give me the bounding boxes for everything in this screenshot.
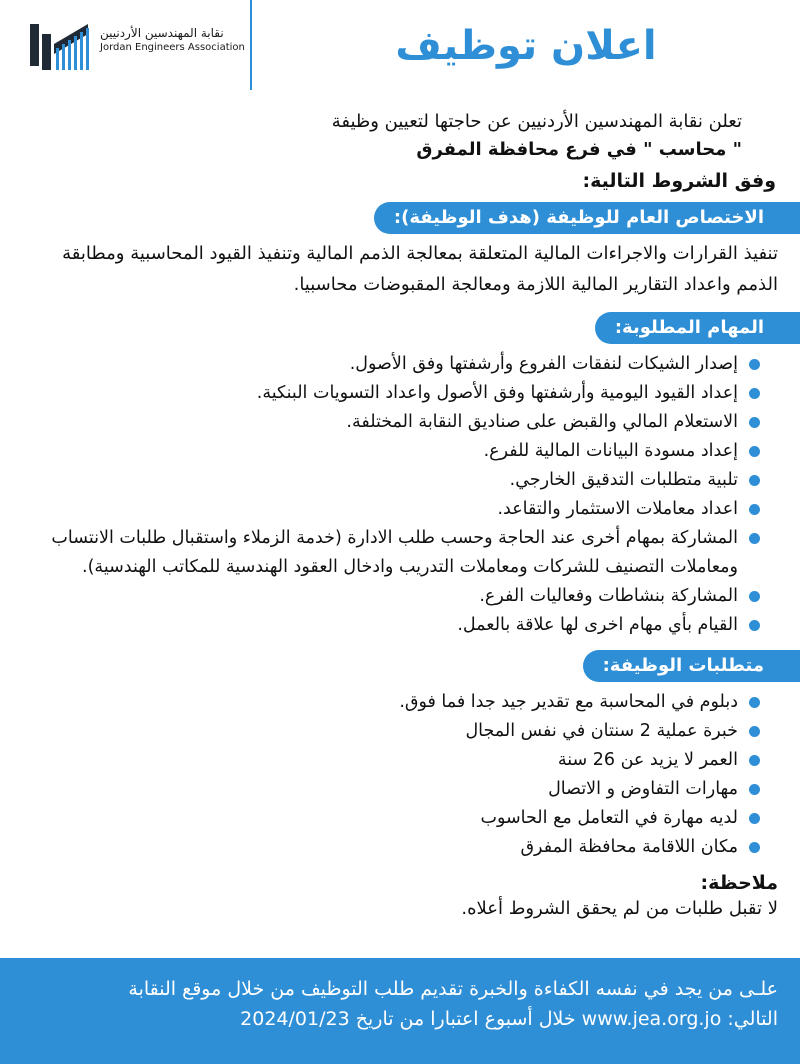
section-heading-tasks: المهام المطلوبة: xyxy=(595,312,800,344)
list-item: العمر لا يزيد عن 26 سنة xyxy=(22,746,760,775)
note-text: لا تقبل طلبات من لم يحقق الشروط أعلاه. xyxy=(461,898,778,919)
logo-english-name: Jordan Engineers Association xyxy=(100,42,245,53)
header xyxy=(0,0,800,92)
list-item: إصدار الشيكات لنفقات الفروع وأرشفتها وفق الأصول. xyxy=(22,350,760,379)
list-item: المشاركة بنشاطات وفعاليات الفرع. xyxy=(22,582,760,611)
bullet-icon xyxy=(749,591,760,602)
list-item: مكان اللاقامة محافظة المفرق xyxy=(22,833,760,862)
bullet-icon xyxy=(749,388,760,399)
bullet-icon xyxy=(749,620,760,631)
conditions-heading: وفق الشروط التالية: xyxy=(582,170,776,192)
bullet-icon xyxy=(749,359,760,370)
list-item: المشاركة بمهام أخرى عند الحاجة وحسب طلب الادارة (خدمة الزملاء واستقبال طلبات الانتساب ومعاملات التصنيف للشركات ومعاملات التدريب وادخال العقود الهندسية للمكاتب الهندسية). xyxy=(22,524,760,582)
bullet-icon xyxy=(749,813,760,824)
bullet-icon xyxy=(749,475,760,486)
section-heading-job-purpose: الاختصاص العام للوظيفة (هدف الوظيفة): xyxy=(374,202,800,234)
section-heading-requirements: متطلبات الوظيفة: xyxy=(583,650,800,682)
bullet-icon xyxy=(749,446,760,457)
tasks-list xyxy=(22,350,778,640)
bullet-icon xyxy=(749,784,760,795)
logo-text xyxy=(100,26,250,53)
job-purpose-text: تنفيذ القرارات والاجراءات المالية المتعلقة بمعالجة الذمم المالية وتنفيذ القيود المحاسبية ومطابقة الذمم واعداد التقارير المالية اللازمة ومعالجة المقبوضات محاسبيا. xyxy=(62,243,778,295)
list-item: الاستعلام المالي والقبض على صناديق النقابة المختلفة. xyxy=(22,408,760,437)
list-item: لديه مهارة في التعامل مع الحاسوب xyxy=(22,804,760,833)
list-item: اعداد معاملات الاستثمار والتقاعد. xyxy=(22,495,760,524)
job-title-line: " محاسب " في فرع محافظة المفرق xyxy=(416,139,742,160)
bullet-icon xyxy=(749,755,760,766)
bullet-icon xyxy=(749,504,760,515)
page-title: اعلان توظيف xyxy=(395,23,657,69)
list-item: مهارات التفاوض و الاتصال xyxy=(22,775,760,804)
list-item: خبرة عملية 2 سنتان في نفس المجال xyxy=(22,717,760,746)
footer-line-1: علـى من يجد في نفسه الكفاءة والخبرة تقديم طلب التوظيف من خلال موقع النقابة xyxy=(128,978,778,1000)
list-item: القيام بأي مهام اخرى لها علاقة بالعمل. xyxy=(22,611,760,640)
bullet-icon xyxy=(749,417,760,428)
announcement-body xyxy=(22,96,778,919)
bullet-icon xyxy=(749,697,760,708)
list-item: إعداد القيود اليومية وأرشفتها وفق الأصول واعداد التسويات البنكية. xyxy=(22,379,760,408)
bullet-icon xyxy=(749,726,760,737)
logo xyxy=(16,12,246,74)
list-item: تلبية متطلبات التدقيق الخارجي. xyxy=(22,466,760,495)
jea-logo-icon xyxy=(28,20,98,75)
requirements-list xyxy=(22,688,778,862)
intro-line: تعلن نقابة المهندسين الأردنيين عن حاجتها لتعيين وظيفة xyxy=(331,111,742,132)
footer-line-2: التالي: www.jea.org.jo خلال أسبوع اعتبارا من تاريخ 2024/01/23 xyxy=(240,1008,778,1030)
list-item: إعداد مسودة البيانات المالية للفرع. xyxy=(22,437,760,466)
bullet-icon xyxy=(749,533,760,544)
bullet-icon xyxy=(749,842,760,853)
footer-banner xyxy=(0,958,800,1064)
note-heading: ملاحظة: xyxy=(700,872,778,894)
list-item: دبلوم في المحاسبة مع تقدير جيد جدا فما فوق. xyxy=(22,688,760,717)
logo-arabic-name: نقابة المهندسين الأردنيين xyxy=(100,26,224,40)
